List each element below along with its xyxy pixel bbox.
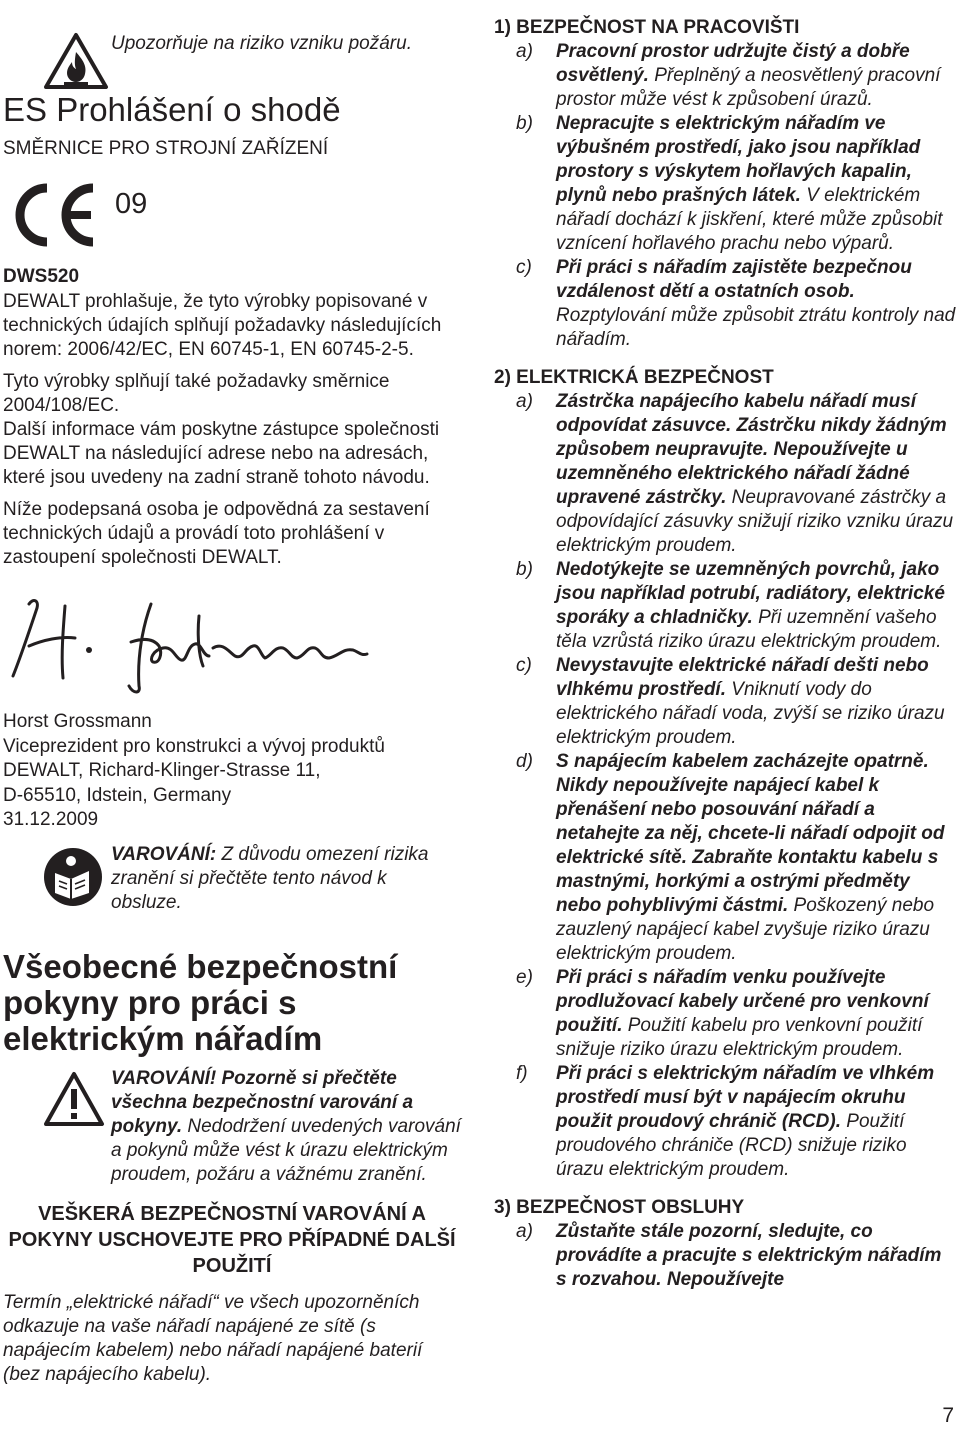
- safety-item: [494, 390, 956, 558]
- term-definition: Termín „elektrické nářadí“ ve všech upozorněních odkazuje na vaše nářadí napájené ze sítě (s napájecím kabelem) nebo nářadí napájené baterií (bez napájecího kabelu).: [3, 1291, 423, 1385]
- signer-company-address: WALT, Richard-Klinger-Strasse 11,: [29, 760, 321, 781]
- warning-body: Z důvodu omezení rizika zranění si přečtěte tento návod k obsluze.: [111, 843, 429, 913]
- item-letter: c): [516, 655, 532, 676]
- ce-mark-icon: [7, 180, 99, 250]
- read-manual-warning-text: [111, 843, 461, 915]
- item-normal-text: Použití kabelu pro venkovní použití snižuje riziko úrazu elektrickým proudem.: [556, 1015, 923, 1060]
- work-area-items: [494, 40, 956, 352]
- item-body: [556, 750, 956, 966]
- declaration-paragraph-2: Tyto výrobky splňují také požadavky směrnice 2004/108/EC.: [3, 371, 390, 416]
- section-title-work-area: 1) BEZPEČNOST NA PRACOVIŠTI: [494, 17, 800, 38]
- electrical-items: [494, 390, 956, 1182]
- model-number: DWS520: [3, 266, 80, 287]
- item-letter: a): [516, 1221, 533, 1242]
- item-normal-text: Vniknutí vody do elektrického nářadí voda, zvýší se riziko úrazu elektrickým proudem.: [556, 679, 945, 748]
- item-body: [556, 558, 956, 654]
- signer-block: [3, 710, 461, 833]
- item-bold-text: Při práci s elektrickým nářadím ve vlhkém prostředí musí být v napájecím okruhu použit proudový chránič (RCD).: [556, 1063, 935, 1132]
- personal-items: [494, 1220, 956, 1292]
- safety-item: [494, 750, 956, 966]
- signature-image: [3, 586, 383, 696]
- safety-item: [494, 654, 956, 750]
- item-body: [556, 966, 956, 1062]
- item-letter: b): [516, 559, 533, 580]
- safety-item: [494, 112, 956, 256]
- item-normal-text: Přeplněný a neosvětlený pracovní prostor může vést k způsobení úrazů.: [556, 65, 941, 110]
- right-column: [494, 16, 956, 1306]
- item-body: [556, 390, 956, 558]
- declaration-paragraph-1: [3, 290, 461, 362]
- directive-subtitle: SMĚRNICE PRO STROJNÍ ZAŘÍZENÍ: [3, 138, 329, 159]
- item-bold-text: Zástrčka napájecího kabelu nářadí musí odpovídat zásuvce. Zástrčku nikdy žádným způsobem neupravujte. Nepoužívejte u uzemněného elektrického nářadí žádné upravené zástrčky.: [556, 391, 947, 508]
- declaration-text-2b: WALT na následující adrese nebo na adresách, které jsou uvedeny na zadní straně tohoto návodu.: [3, 443, 430, 488]
- general-warning-text: [111, 1067, 461, 1187]
- item-normal-text: Použití proudového chrániče (RCD) snižuje riziko úrazu elektrickým proudem.: [556, 1111, 907, 1180]
- safety-item: [494, 558, 956, 654]
- item-normal-text: Poškozený nebo zauzlený napájecí kabel zvyšuje riziko úrazu elektrickým proudem.: [556, 895, 935, 964]
- item-normal-text: Neupravované zástrčky a odpovídající zásuvky snižují riziko vzniku úrazu elektrickým proudem.: [556, 487, 954, 556]
- item-bold-text: Při práci s nářadím zajistěte bezpečnou vzdálenost dětí a ostatních osob.: [556, 257, 912, 302]
- item-bold-text: Pracovní prostor udržujte čistý a dobře osvětlený.: [556, 41, 910, 86]
- signer-company: [3, 759, 461, 784]
- declaration-title: ES Prohlášení o shodě: [3, 91, 341, 128]
- warning-triangle-icon: [43, 1071, 105, 1127]
- section-electrical: [494, 366, 956, 1182]
- declaration-text-1: WALT prohlašuje, že tyto výrobky popisované v technických údajích splňují požadavky následujících norem: 2006/42/EC, EN 60745-1, EN 60745-2-5.: [3, 291, 442, 360]
- keep-instructions-heading: VEŠKERÁ BEZPEČNOSTNÍ VAROVÁNÍ A POKYNY USCHOVEJTE PRO PŘÍPADNÉ DALŠÍ POUŽITÍ: [8, 1202, 456, 1277]
- item-letter: d): [516, 751, 533, 772]
- item-letter: a): [516, 41, 533, 62]
- ce-number: 09: [115, 188, 148, 220]
- section-title-electrical: 2) ELEKTRICKÁ BEZPEČNOST: [494, 367, 774, 388]
- declaration-paragraph-3: [3, 498, 461, 570]
- item-bold-text: S napájecím kabelem zacházejte opatrně. Nikdy nepoužívejte napájecí kabel k přenášení nebo posouvání nářadí a netahejte za něj, chcete-li nářadí odpojit od elektrické sítě. Zabraňte kontaktu kabelu s mastnými, horkými a ostrými předměty nebo pohyblivými částmi.: [556, 751, 945, 916]
- brand-e: E: [16, 443, 30, 464]
- item-normal-text: Rozptylování může způsobit ztrátu kontroly nad nářadím.: [556, 305, 956, 350]
- section-work-area: [494, 16, 956, 352]
- signer-name: Horst Grossmann: [3, 711, 152, 732]
- safety-item: [494, 256, 956, 352]
- signer-role: Viceprezident pro konstrukci a vývoj produktů: [3, 735, 385, 757]
- declaration-text-2a: Další informace vám poskytne zástupce společnosti D: [3, 419, 440, 464]
- item-body: [556, 1062, 956, 1182]
- item-body: [556, 112, 956, 256]
- item-normal-text: V elektrickém nářadí dochází k jiskření, které může způsobit vznícení hořlavého prachu nebo výparů.: [556, 185, 943, 254]
- brand-d: D: [3, 760, 17, 781]
- brand-e: E: [16, 760, 30, 781]
- brand-e: E: [16, 291, 30, 312]
- safety-item: [494, 1062, 956, 1182]
- item-bold-text: Při práci s nářadím venku používejte prodlužovací kabely určené pro venkovní použití.: [556, 967, 929, 1036]
- item-letter: c): [516, 257, 532, 278]
- fire-hazard-icon: [43, 32, 109, 90]
- general-safety-title: Všeobecné bezpečnostní pokyny pro práci s elektrickým nářadím: [3, 947, 398, 1057]
- brand-d: D: [3, 291, 17, 312]
- brand-e: E: [215, 547, 228, 568]
- item-letter: a): [516, 391, 533, 412]
- item-body: [556, 40, 956, 112]
- read-manual-warning-row: [3, 843, 461, 923]
- general-warning-body: Nedodržení uvedených varování a pokynů může vést k úrazu elektrickým proudem, požáru a vážnému zranění.: [111, 1115, 461, 1185]
- item-letter: f): [516, 1063, 528, 1084]
- section-title-personal: 3) BEZPEČNOST OBSLUHY: [494, 1197, 745, 1218]
- signer-date: 31.12.2009: [3, 809, 99, 830]
- section-personal: [494, 1196, 956, 1292]
- left-column: [3, 28, 461, 1387]
- item-body: [556, 256, 956, 352]
- safety-item: [494, 966, 956, 1062]
- item-bold-text: Zůstaňte stále pozorní, sledujte, co provádíte a pracujte s elektrickým nářadím s rozvahou. Nepoužívejte: [556, 1221, 942, 1290]
- item-letter: b): [516, 113, 533, 134]
- fire-warning-row: [3, 28, 461, 90]
- general-warning-bold: VAROVÁNÍ! Pozorně si přečtěte všechna bezpečnostní varování a pokyny.: [111, 1067, 414, 1137]
- ce-mark-row: [3, 176, 461, 260]
- fire-warning-text: Upozorňuje na riziko vzniku požáru.: [111, 33, 412, 54]
- warning-label: VAROVÁNÍ:: [111, 843, 217, 865]
- item-body: [556, 654, 956, 750]
- signer-city: D-65510, Idstein, Germany: [3, 784, 232, 806]
- item-letter: e): [516, 967, 533, 988]
- item-bold-text: Nevystavujte elektrické nářadí dešti nebo vlhkému prostředí.: [556, 655, 929, 700]
- safety-item: [494, 1220, 956, 1292]
- declaration-text-3a: Níže podepsaná osoba je odpovědná za sestavení technických údajů a provádí toto prohlášení v zastoupení společnosti D: [3, 499, 430, 568]
- item-body: [556, 1220, 956, 1292]
- item-normal-text: Při uzemnění vašeho těla vzrůstá riziko úrazu elektrickým proudem.: [556, 607, 942, 652]
- item-bold-text: Nedotýkejte se uzemněných povrchů, jako jsou například potrubí, radiátory, elektrické sporáky a chladničky.: [556, 559, 945, 628]
- general-warning-row: [3, 1067, 461, 1187]
- page-number: 7: [942, 1404, 954, 1427]
- declaration-text-3b: WALT.: [227, 547, 282, 568]
- item-bold-text: Nepracujte s elektrickým nářadím ve výbušném prostředí, jako jsou například prostory s výskytem hořlavých kapalin, plynů nebo prašných látek.: [556, 113, 921, 206]
- safety-item: [494, 40, 956, 112]
- read-manual-icon: [43, 847, 103, 907]
- declaration-paragraph-2b: [3, 418, 461, 490]
